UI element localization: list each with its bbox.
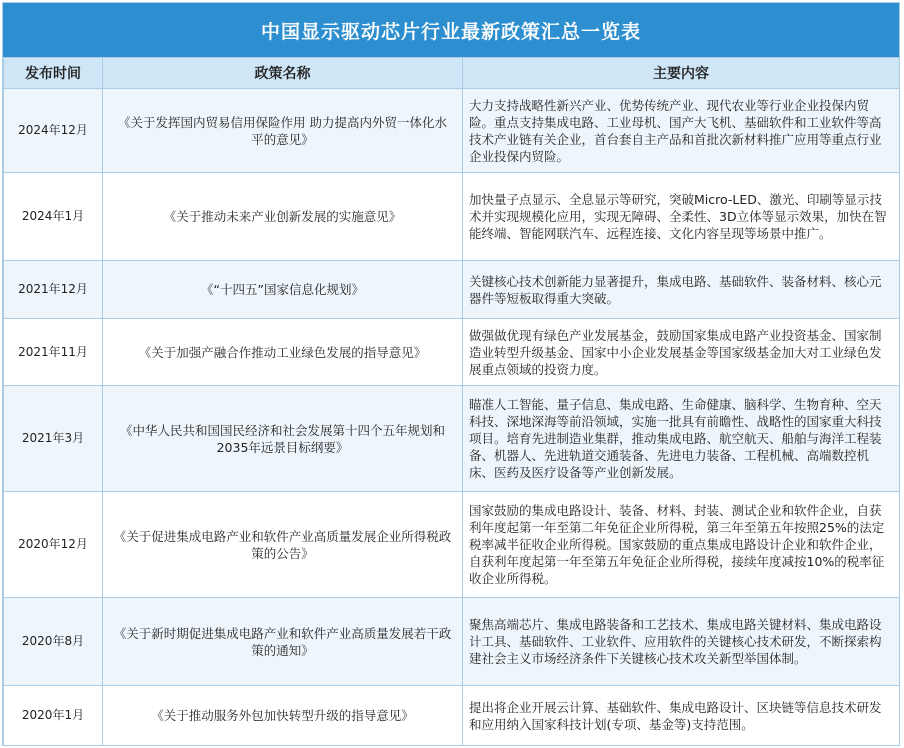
table-row bbox=[4, 261, 900, 319]
header-row bbox=[4, 58, 900, 89]
row-policy-name: 《关于推动服务外包加快转型升级的指导意见》 bbox=[103, 686, 463, 746]
row-policy-name: 《关于促进集成电路产业和软件产业高质量发展企业所得税政策的公告》 bbox=[103, 492, 463, 598]
row-date: 2020年1月 bbox=[4, 686, 103, 746]
row-policy-name: 《关于新时期促进集成电路产业和软件产业高质量发展若干政策的通知》 bbox=[103, 598, 463, 686]
row-policy-name: 《关于加强产融合作推动工业绿色发展的指导意见》 bbox=[103, 319, 463, 386]
row-content: 大力支持战略性新兴产业、优势传统产业、现代农业等行业企业投保内贸险。重点支持集成电路、工业母机、国产大飞机、基础软件和工业软件等高技术产业链有关企业，首台套自主产品和首批次新材料推广应用等重点行业企业投保内贸险。 bbox=[463, 89, 900, 173]
header-content: 主要内容 bbox=[463, 58, 900, 89]
table-row bbox=[4, 492, 900, 598]
table-row bbox=[4, 386, 900, 492]
header-date: 发布时间 bbox=[4, 58, 103, 89]
row-content: 做强做优现有绿色产业发展基金，鼓励国家集成电路产业投资基金、国家制造业转型升级基金、国家中小企业发展基金等国家级基金加大对工业绿色发展重点领域的投资力度。 bbox=[463, 319, 900, 386]
row-policy-name: 《关于推动未来产业创新发展的实施意见》 bbox=[103, 173, 463, 261]
row-content: 瞄准人工智能、量子信息、集成电路、生命健康、脑科学、生物育种、空天科技、深地深海等前沿领域，实施一批具有前瞻性、战略性的国家重大科技项目。培育先进制造业集群，推动集成电路、航空航天、船舶与海洋工程装备、机器人、先进轨道交通装备、先进电力装备、工程机械、高端数控机床、医药及医疗设备等产业创新发展。 bbox=[463, 386, 900, 492]
row-policy-name: 《中华人民共和国国民经济和社会发展第十四个五年规划和2035年远景目标纲要》 bbox=[103, 386, 463, 492]
row-date: 2021年12月 bbox=[4, 261, 103, 319]
row-policy-name: 《“十四五”国家信息化规划》 bbox=[103, 261, 463, 319]
row-date: 2021年3月 bbox=[4, 386, 103, 492]
table-title: 中国显示驱动芯片行业最新政策汇总一览表 bbox=[3, 3, 899, 57]
row-policy-name: 《关于发挥国内贸易信用保险作用 助力提高内外贸一体化水平的意见》 bbox=[103, 89, 463, 173]
row-content: 关键核心技术创新能力显著提升，集成电路、基础软件、装备材料、核心元器件等短板取得重大突破。 bbox=[463, 261, 900, 319]
row-date: 2024年1月 bbox=[4, 173, 103, 261]
table-row bbox=[4, 89, 900, 173]
row-content: 国家鼓励的集成电路设计、装备、材料、封装、测试企业和软件企业，自获利年度起第一年至第二年免征企业所得税，第三年至第五年按照25%的法定税率减半征收企业所得税。国家鼓励的重点集成电路设计企业和软件企业，自获利年度起第一年至第五年免征企业所得税，接续年度减按10%的税率征收企业所得税。 bbox=[463, 492, 900, 598]
policy-table-frame bbox=[2, 2, 900, 746]
policy-table bbox=[3, 57, 900, 746]
row-date: 2020年8月 bbox=[4, 598, 103, 686]
row-content: 聚焦高端芯片、集成电路装备和工艺技术、集成电路关键材料、集成电路设计工具、基础软件、工业软件、应用软件的关键核心技术研发，不断探索构建社会主义市场经济条件下关键核心技术攻关新型举国体制。 bbox=[463, 598, 900, 686]
row-content: 提出将企业开展云计算、基础软件、集成电路设计、区块链等信息技术研发和应用纳入国家科技计划(专项、基金等)支持范围。 bbox=[463, 686, 900, 746]
row-date: 2020年12月 bbox=[4, 492, 103, 598]
row-date: 2021年11月 bbox=[4, 319, 103, 386]
table-row bbox=[4, 598, 900, 686]
row-date: 2024年12月 bbox=[4, 89, 103, 173]
table-row bbox=[4, 319, 900, 386]
header-policy-name: 政策名称 bbox=[103, 58, 463, 89]
table-row bbox=[4, 686, 900, 746]
row-content: 加快量子点显示、全息显示等研究，突破Micro-LED、激光、印刷等显示技术并实现规模化应用，实现无障碍、全柔性、3D立体等显示效果，加快在智能终端、智能网联汽车、远程连接、文化内容呈现等场景中推广。 bbox=[463, 173, 900, 261]
table-row bbox=[4, 173, 900, 261]
